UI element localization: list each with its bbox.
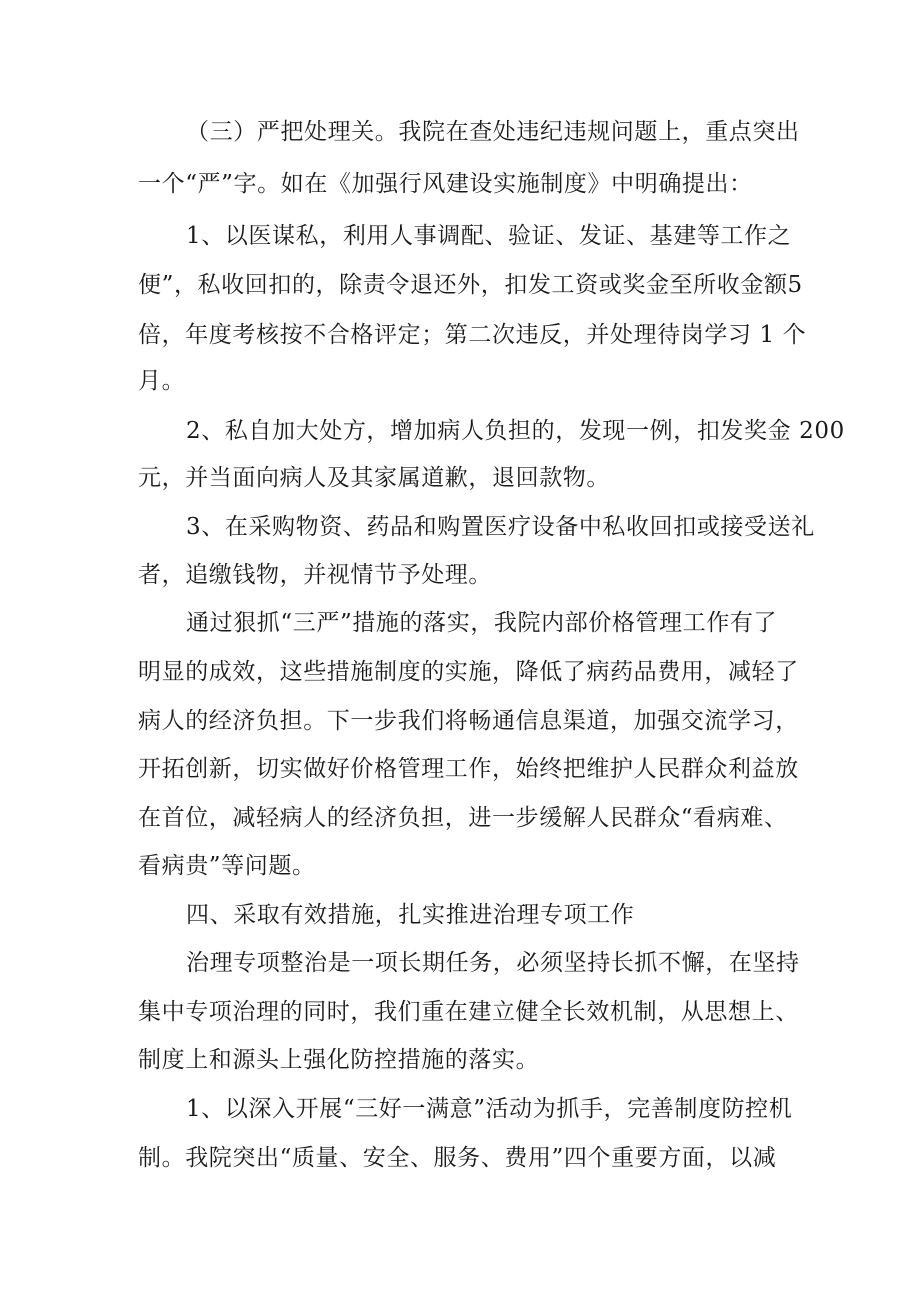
paragraph-line: 治理专项整治是一项长期任务，必须坚持长抓不懈，在坚持 [186,950,800,976]
paragraph-line: 一个“严”字。如在《加强行风建设实施制度》中明确提出： [138,171,753,197]
paragraph-line: 病人的经济负担。下一步我们将畅通信息渠道，加强交流学习， [138,708,799,734]
paragraph-line: 制。我院突出“质量、安全、服务、费用”四个重要方面，以减 [138,1145,777,1171]
paragraph-line: 便”，私收回扣的，除责令退还外，扣发工资或奖金至所收金额5 [138,272,803,298]
paragraph-line: 3、在采购物资、药品和购置医疗设备中私收回扣或接受送礼 [186,514,815,540]
paragraph-line: （三）严把处理关。我院在查处违纪违规问题上，重点突出 [186,119,800,145]
paragraph-line: 月。 [138,368,186,394]
paragraph-line: 1、以医谋私，利用人事调配、验证、发证、基建等工作之 [186,223,792,249]
paragraph-line: 2、私自加大处方，增加病人负担的，发现一例，扣发奖金 200 [186,418,845,444]
paragraph-line: 元，并当面向病人及其家属道歉，退回款物。 [138,465,610,491]
section-heading: 四、采取有效措施，扎实推进治理专项工作 [186,902,635,928]
paragraph-line: 明显的成效，这些措施制度的实施，降低了病药品费用，减轻了 [138,659,799,685]
paragraph-line: 开拓创新，切实做好价格管理工作，始终把维护人民群众利益放 [138,756,799,782]
paragraph-line: 看病贵”等问题。 [138,853,316,879]
paragraph-line: 倍，年度考核按不合格评定；第二次违反，并处理待岗学习 1 个 [138,322,807,348]
paragraph-line: 者，追缴钱物，并视情节予处理。 [138,562,492,588]
paragraph-line: 通过狠抓“三严”措施的落实，我院内部价格管理工作有了 [186,610,778,636]
paragraph-line: 集中专项治理的同时，我们重在建立健全长效机制，从思想上、 [138,999,799,1025]
paragraph-line: 制度上和源头上强化防控措施的落实。 [138,1047,540,1073]
paragraph-line: 在首位，减轻病人的经济负担，进一步缓解人民群众“看病难、 [138,805,788,831]
paragraph-line: 1、以深入开展“三好一满意”活动为抓手，完善制度防控机 [186,1096,793,1122]
